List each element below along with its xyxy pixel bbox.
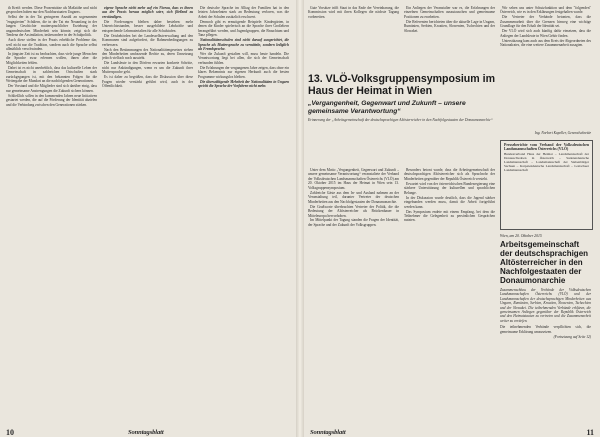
paragraph: Die Referenten berichteten über die aktuelle Lage in Ungarn, Rumänien, Serbien, Kroatien, Slowenien, Tschechien und der Slowakei. — [404, 19, 495, 33]
paragraph: Ein Anliegen der Veranstalter war es, die Erfahrungen der einzelnen Gemeinschaften auszutauschen und gemeinsame Positionen zu erarbeiten. — [404, 6, 495, 19]
paragraph: Die Vertreter der Verbände betonten, dass die Zusammenarbeit über die Grenzen hinweg eine wichtige Grundlage für den Erhalt der Identität sei. — [500, 15, 591, 29]
paragraph: Die Landsleute in den Dörfern erwarten konkrete Schritte, nicht nur Ankündigungen, wenn es um die Zukunft ihrer Muttersprache geht. — [102, 61, 193, 75]
publication-brand-left: Sonntagsblatt — [128, 429, 164, 436]
left-column-1 — [6, 6, 97, 418]
page-gutter — [296, 0, 304, 437]
paragraph: In jüngster Zeit ist zu beobachten, dass viele junge Menschen die Sprache zwar erlernen wollen, ihnen aber die Möglichkeiten fehlen. — [6, 52, 97, 65]
page-number-left: 10 — [6, 428, 14, 437]
paragraph: Nationalitätenschulen sind nicht darauf ausgerichtet, die Sprache als Muttersprache zu vermitteln, sondern lediglich als Fremdsprache. — [198, 38, 289, 52]
press-box-title: Presseberichte vom Verband der Volksdeutschen Landsmannschaften Österreichs (VLÖ) — [504, 143, 589, 151]
paragraph: Besonders betont wurde, dass die Arbeitsgemeinschaft der deutschsprachigen Altösterreicher sich als Sprachrohr der Minderheiten gegenüber der Republik Österreich versteht. — [404, 168, 495, 181]
left-page — [0, 0, 296, 437]
paragraph: Selbst der in der Tat geringeren Anzahl an sogenannten "engagierten" Schülern, die in der Tat ein Neuanfang in der langen Geschichte muttersprachlicher Erziehung der ungarndeutschen Minderheit sein könnte, zeigt sich die Tendenz der Assimilation, insbesondere in der Schulpolitik. — [6, 15, 97, 38]
paragraph: Es ist daher zu begrüßen, dass die Diskussion über diese Fragen wieder verstärkt geführt wird, auch in der Öffentlichkeit. — [102, 75, 193, 89]
paragraph: Die Grußworte überbrachten Vertreter der Politik, die die Bedeutung der Altösterreicher als Brückenbauer in Mitteleuropa hervorhoben. — [308, 204, 399, 218]
paragraph: Gute Vorsätze trifft Staat in das Ende der Vereinbarung, die Kommission wird mit ihren Kollegen die nächste Tagung vorbereiten. — [308, 6, 399, 19]
paragraph: Der Vorstand und die Mitglieder sind sich darüber einig, dass nur gemeinsame Anstrengungen die Zukunft sichern können. — [6, 84, 97, 93]
right-page — [304, 0, 600, 437]
press-box — [500, 140, 593, 230]
declaration-title: Arbeitsgemeinschaft der deutschsprachigen Altösterreicher in den Nachfolgestaaten der Donaumonarchie — [500, 240, 589, 285]
right-column-3 — [500, 6, 591, 128]
paragraph: In der Diskussion wurde deutlich, dass die Jugend stärker eingebunden werden muss, damit die Arbeit fortgeführt werden kann. — [404, 195, 495, 209]
paragraph: Erwartet wird von der österreichischen Bundesregierung eine stärkere Unterstützung der kulturellen und sprachlichen Belange. — [404, 181, 495, 195]
signature: Ing. Norbert Kapeller, Generalsekretär — [534, 131, 591, 135]
left-column-3 — [198, 6, 289, 418]
article-title: 13. VLÖ-Volksgruppensymposium im Haus der Heimat in Wien — [308, 73, 495, 97]
page-number-right: 11 — [586, 428, 594, 437]
paragraph: Die deutsche Sprache im Alltag der Familien hat in den letzten Jahrzehnten stark an Bedeutung verloren, was die Arbeit der Schulen zusätzlich erschwert. — [198, 6, 289, 19]
paragraph: Im Mittelpunkt der Tagung standen die Fragen der Identität, der Sprache und der Zukunft der Volksgruppen. — [308, 218, 399, 227]
paragraph: Unterstützung kam auch aus dem Kreis der Abgeordneten des Nationalrates, die eine weitere Zusammenarbeit zusagten. — [500, 38, 591, 48]
paragraph: Das Symposium endete mit einem Empfang, bei dem die Teilnehmer die Gelegenheit zu persönlichen Gesprächen nutzten. — [404, 209, 495, 223]
paragraph: Auch diese stellen in der Praxis erhebliche Probleme dar, weil nicht nur die Tradition, sondern auch die Sprache selbst allmählich verschwinden. — [6, 38, 97, 52]
paragraph: Wir sehen uns unter Schutzfunktion und dem "folgenden" Österreich, wie es in den Erklärungen festgehalten wurde. — [500, 6, 591, 15]
article-subtitle: „Vergangenheit, Gegenwart und Zukunft – unsere gemeinsame Verantwortung“ — [308, 100, 466, 115]
article-intro: Erinnerung der „Arbeitsgemeinschaft der deutschsprachigen Altösterreicher in den Nachfolgestaaten der Donaumonarchie“ — [308, 118, 493, 123]
continued-note: (Fortsetzung auf Seite 12) — [553, 335, 591, 340]
date-line: Wien, am 20. Oktober 2015 — [500, 234, 542, 238]
article-header — [308, 74, 495, 164]
paragraph: Nach den Bestimmungen des Nationalitätengesetzes stehen den Minderheiten umfassende Rechte zu, deren Umsetzung jedoch vielfach noch aussteht. — [102, 47, 193, 61]
declaration-text: Zusammenschluss der Verbände der Volksdeutschen Landsmannschaften Österreichs (VLÖ) und der Landsmannschaften der deutschsprachigen Minderheiten aus Ungarn, Rumänien, Serbien, Kroatien, Slowenien, Tschechien und der Slowakei. Die teilnehmenden Verbände erklären, die gemeinsamen Anliegen gegenüber der Republik Österreich und den Heimatstaaten zu vertreten und die Zusammenarbeit weiter zu vertiefen. — [500, 288, 591, 323]
paragraph: Unter dem Motto „Vergangenheit, Gegenwart und Zukunft – unsere gemeinsame Verantwortung“ veranstaltete der Verband der Volksdeutschen Landsmannschaften Österreichs (VLÖ) am 20. Oktober 2015 im Haus der Heimat in Wien sein 13. Volksgruppensymposium. — [308, 168, 399, 190]
paragraph: Schließlich sollen in den kommenden Jahren neue Initiativen gestartet werden, die auf die Förderung der Identität abzielen und die Verbindung zwischen den Generationen stärken. — [6, 93, 97, 107]
right-column-2-top — [404, 6, 495, 68]
declaration — [500, 240, 591, 418]
paragraph: eigene Sprache nicht mehr auf ein Niveau, dass es ihnen aus der Praxis heraus möglich wäre, sich fließend zu verständigen. — [102, 6, 193, 19]
paragraph: Zahlreiche Gäste aus dem In- und Ausland nahmen an der Veranstaltung teil, darunter Vertreter der deutschen Minderheiten aus den Nachfolgestaaten der Donaumonarchie. — [308, 190, 399, 204]
right-column-1-top — [308, 6, 399, 74]
publication-brand-right: Sonntagsblatt — [310, 429, 346, 436]
paragraph: Der VLÖ wird sich auch künftig dafür einsetzen, dass die Anliegen der Landsleute in Wien Gehör finden. — [500, 29, 591, 38]
right-column-2 — [404, 168, 495, 418]
paragraph: Wer die Zukunft gestalten will, muss heute handeln. Die Verantwortung liegt bei allen, die sich der Gemeinschaft verbunden fühlen. — [198, 52, 289, 65]
paragraph: Dennoch gibt es ermutigende Beispiele: Kindergärten, in denen die Kinder spielerisch an die Sprache ihrer Großeltern herangeführt werden, und Jugendgruppen, die Brauchtum und Tanz pflegen. — [198, 19, 289, 38]
paragraph: Die Forderungen bleiben daher bestehen: mehr Unterrichtsstunden, besser ausgebildete Lehrkräfte und entsprechende Lehrmaterialien für alle Schulstufen. — [102, 19, 193, 33]
paragraph: th Kreift werden. Diese Prozentsätze als Maßstäbe und nicht gesprochen haben nur den Nachbarstaaten Ungarns. — [6, 6, 97, 15]
paragraph: Die überwältigende Mehrheit der Nationalitäten in Ungarn spricht die Sprache der Vorfahren nicht mehr. — [198, 79, 289, 89]
press-box-text: Bundesverband Haus der Heimat – Landsmannschaft der Donauschwaben in Österreich – Sudetendeutsche Landsmannschaft – Landsmannschaft der Siebenbürger Sachsen – Karpatendeutsche Landsmannschaft – Gottscheer Landsmannschaft — [504, 152, 589, 172]
paragraph: Die Ortsbehörden bei der Landesselbstverwaltung und den Kommunen sind aufgefordert, die Rahmenbedingungen zu verbessern. — [102, 33, 193, 47]
declaration-closing: Die teilnehmenden Verbände verpflichten sich, die gemeinsame Erklärung umzusetzen. — [500, 325, 591, 334]
paragraph: Dabei ist es nicht unerheblich, dass das kulturelle Leben der Gemeinschaft in zahlreichen Ortschaften stark zurückgegangen ist, mit den bekannten Folgen für die Weitergabe der Mundart an die nachfolgenden Generationen. — [6, 65, 97, 84]
left-column-2 — [102, 6, 193, 418]
paragraph: Die Erfahrungen der vergangenen Jahre zeigen, dass ohne ein klares Bekenntnis zur eigenen Herkunft auch die besten Programme wirkungslos bleiben. — [198, 65, 289, 79]
right-column-1 — [308, 168, 399, 418]
